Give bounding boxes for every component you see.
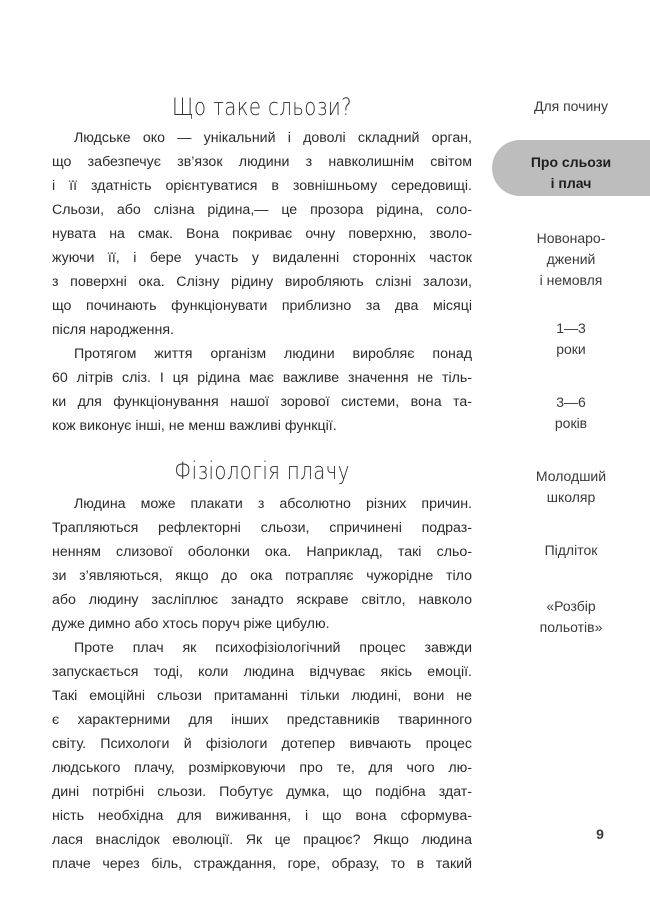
sidebar-item-label: Новонаро- [536,230,606,246]
text-line: дині потрібні сльози. Побутує думка, що подібна здат- [52,784,472,800]
text-line: 60 літрів сліз. І ця рідина має важливе значення не тіль- [52,370,472,386]
text-line: Людське око — унікальний і доволі складний орган, [74,130,472,146]
text-line: є характерними для інших представників тваринного [52,712,472,728]
text-line: Протягом життя організм людини виробляє понад [74,346,472,362]
sidebar-item-teenager[interactable] [492,540,650,561]
sidebar-item-schoolchild[interactable] [492,466,650,508]
text-line: Трапляються рефлекторні сльози, спричинені подраз- [52,520,472,536]
text-line: дуже димно або хтось поруч ріже цибулю. [52,616,330,632]
sidebar-item-label: Підліток [544,542,598,558]
text-line: нувата на смак. Вона покриває очну поверхню, зволо- [52,226,472,242]
sidebar-item-label: джений [546,251,596,267]
paragraph-2 [52,342,472,438]
sidebar-item-label: 1—3 [556,320,586,336]
text-line: після народження. [52,322,174,338]
paragraph-1 [52,126,472,342]
text-line: Сльози, або слізна рідина,— це прозора рідина, соло- [52,202,472,218]
sidebar-item-label: і плач [550,175,592,191]
text-line: Проте плач як психофізіологічний процес завжди [74,640,472,656]
text-line: або людину засліплює занадто яскраве світло, навколо [52,592,472,608]
text-line: Такі емоційні сльози притаманні тільки людині, вони не [52,688,472,704]
chapter-sidebar [492,0,650,900]
text-line: запускається тоді, коли людина відчуває якісь емоції. [52,664,472,680]
text-line: що починають функціонувати приблизно за два місяці [52,298,472,314]
sidebar-item-label: школяр [546,489,596,505]
text-line: світу. Психологи й фізіологи дотепер вивчають процес [52,736,472,752]
sidebar-item-label: років [554,415,588,431]
text-line: ненням слизової оболонки ока. Наприклад, такі сльо- [52,544,472,560]
section-heading-tears: Що таке сльози? [172,93,352,121]
sidebar-item-label: польотів» [539,619,603,635]
text-line: кож виконує інші, не менш важливі функції. [52,418,337,434]
text-line: ки для функціонування нашої зорової системи, вона та- [52,394,472,410]
text-line: зи з’являються, якщо до ока потрапляє чужорідне тіло [52,568,472,584]
text-line: людського плачу, розмірковуючи про те, для чого лю- [52,760,472,776]
sidebar-item-label: Молодший [535,468,607,484]
sidebar-item-newborn[interactable] [492,228,650,291]
text-line: з поверхні ока. Слізну рідину виробляють слізні залози, [52,274,472,290]
sidebar-item-3-6-years[interactable] [492,392,650,434]
sidebar-item-tears-and-crying[interactable] [492,140,650,196]
sidebar-item-label: Для почину [533,98,609,114]
sidebar-item-label: роки [556,341,586,357]
text-line: плаче через біль, страждання, горе, образу, то в такий [52,856,472,872]
paragraph-3 [52,492,472,636]
text-line: Людина може плакати з абсолютно різних причин. [74,496,472,512]
page-number: 9 [596,826,604,842]
sidebar-item-label: і немовля [539,272,603,288]
sidebar-item-1-3-years[interactable] [492,318,650,360]
section-heading-physiology: Фізіологія плачу [174,457,350,485]
main-content [52,90,472,876]
text-line: жуючи її, і бере участь у видаленні сторонніх часток [52,250,472,266]
sidebar-item-label: «Розбір [546,598,596,614]
text-line: що забезпечує зв’язок людини з навколишнім світом [52,154,472,170]
sidebar-item-intro[interactable] [492,96,650,117]
sidebar-item-debriefing[interactable] [492,596,650,638]
text-line: лася внаслідок еволюції. Як це працює? Якщо людина [52,832,472,848]
paragraph-4 [52,636,472,876]
text-line: і її здатність орієнтуватися в зовнішньому середовищі. [52,178,472,194]
sidebar-item-label: Про сльози [530,154,612,170]
text-line: ність необхідна для виживання, і що вона сформува- [52,808,472,824]
sidebar-item-label: 3—6 [556,394,586,410]
